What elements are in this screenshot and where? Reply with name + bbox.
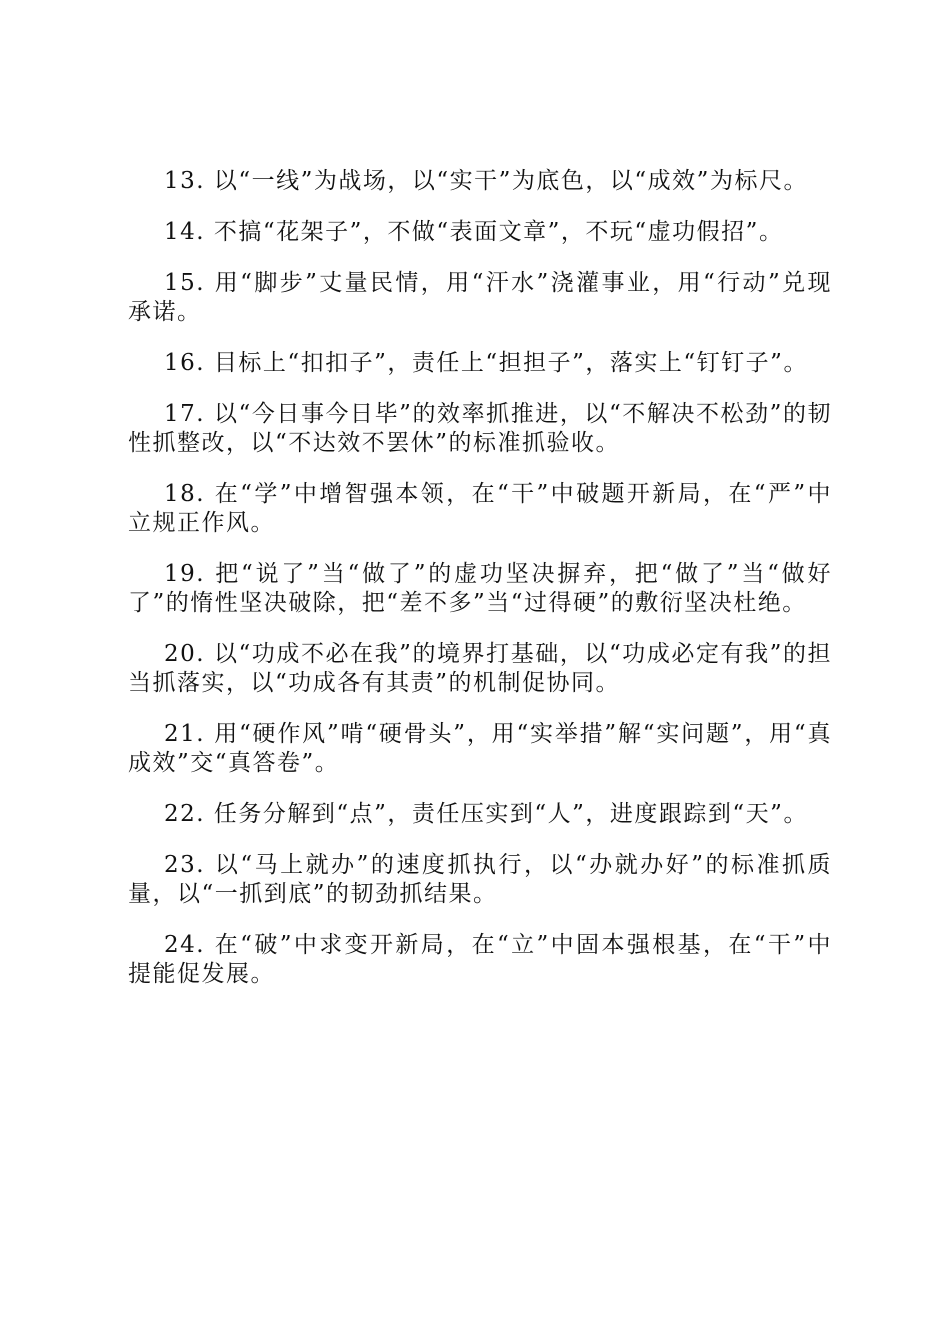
paragraph-17: 17. 以“今日事今日毕”的效率抓推进，以“不解决不松劲”的韧性抓整改，以“不达效不罢休”的标准抓验收。: [128, 401, 832, 456]
paragraph-23: 23. 以“马上就办”的速度抓执行，以“办就办好”的标准抓质量，以“一抓到底”的韧劲抓结果。: [128, 852, 832, 907]
paragraph-15: 15. 用“脚步”丈量民情，用“汗水”浇灌事业，用“行动”兑现承诺。: [128, 270, 832, 325]
paragraph-16: 16. 目标上“扣扣子”，责任上“担担子”，落实上“钉钉子”。: [164, 350, 808, 376]
paragraph-18: 18. 在“学”中增智强本领，在“干”中破题开新局，在“严”中立规正作风。: [128, 481, 832, 536]
paragraph-19: 19. 把“说了”当“做了”的虚功坚决摒弃，把“做了”当“做好了”的惰性坚决破除，把“差不多”当“过得硬”的敷衍坚决杜绝。: [128, 561, 832, 616]
paragraph-22: 22. 任务分解到“点”，责任压实到“人”，进度跟踪到“天”。: [164, 801, 808, 827]
document-body: [128, 167, 832, 1011]
paragraph-24: 24. 在“破”中求变开新局，在“立”中固本强根基，在“干”中提能促发展。: [128, 932, 832, 987]
paragraph-13: 13. 以“一线”为战场，以“实干”为底色，以“成效”为标尺。: [164, 168, 808, 194]
paragraph-21: 21. 用“硬作风”啃“硬骨头”，用“实举措”解“实问题”，用“真成效”交“真答卷”。: [128, 721, 832, 776]
paragraph-20: 20. 以“功成不必在我”的境界打基础，以“功成必定有我”的担当抓落实，以“功成各有其责”的机制促协同。: [128, 641, 832, 696]
paragraph-14: 14. 不搞“花架子”，不做“表面文章”，不玩“虚功假招”。: [164, 219, 784, 245]
